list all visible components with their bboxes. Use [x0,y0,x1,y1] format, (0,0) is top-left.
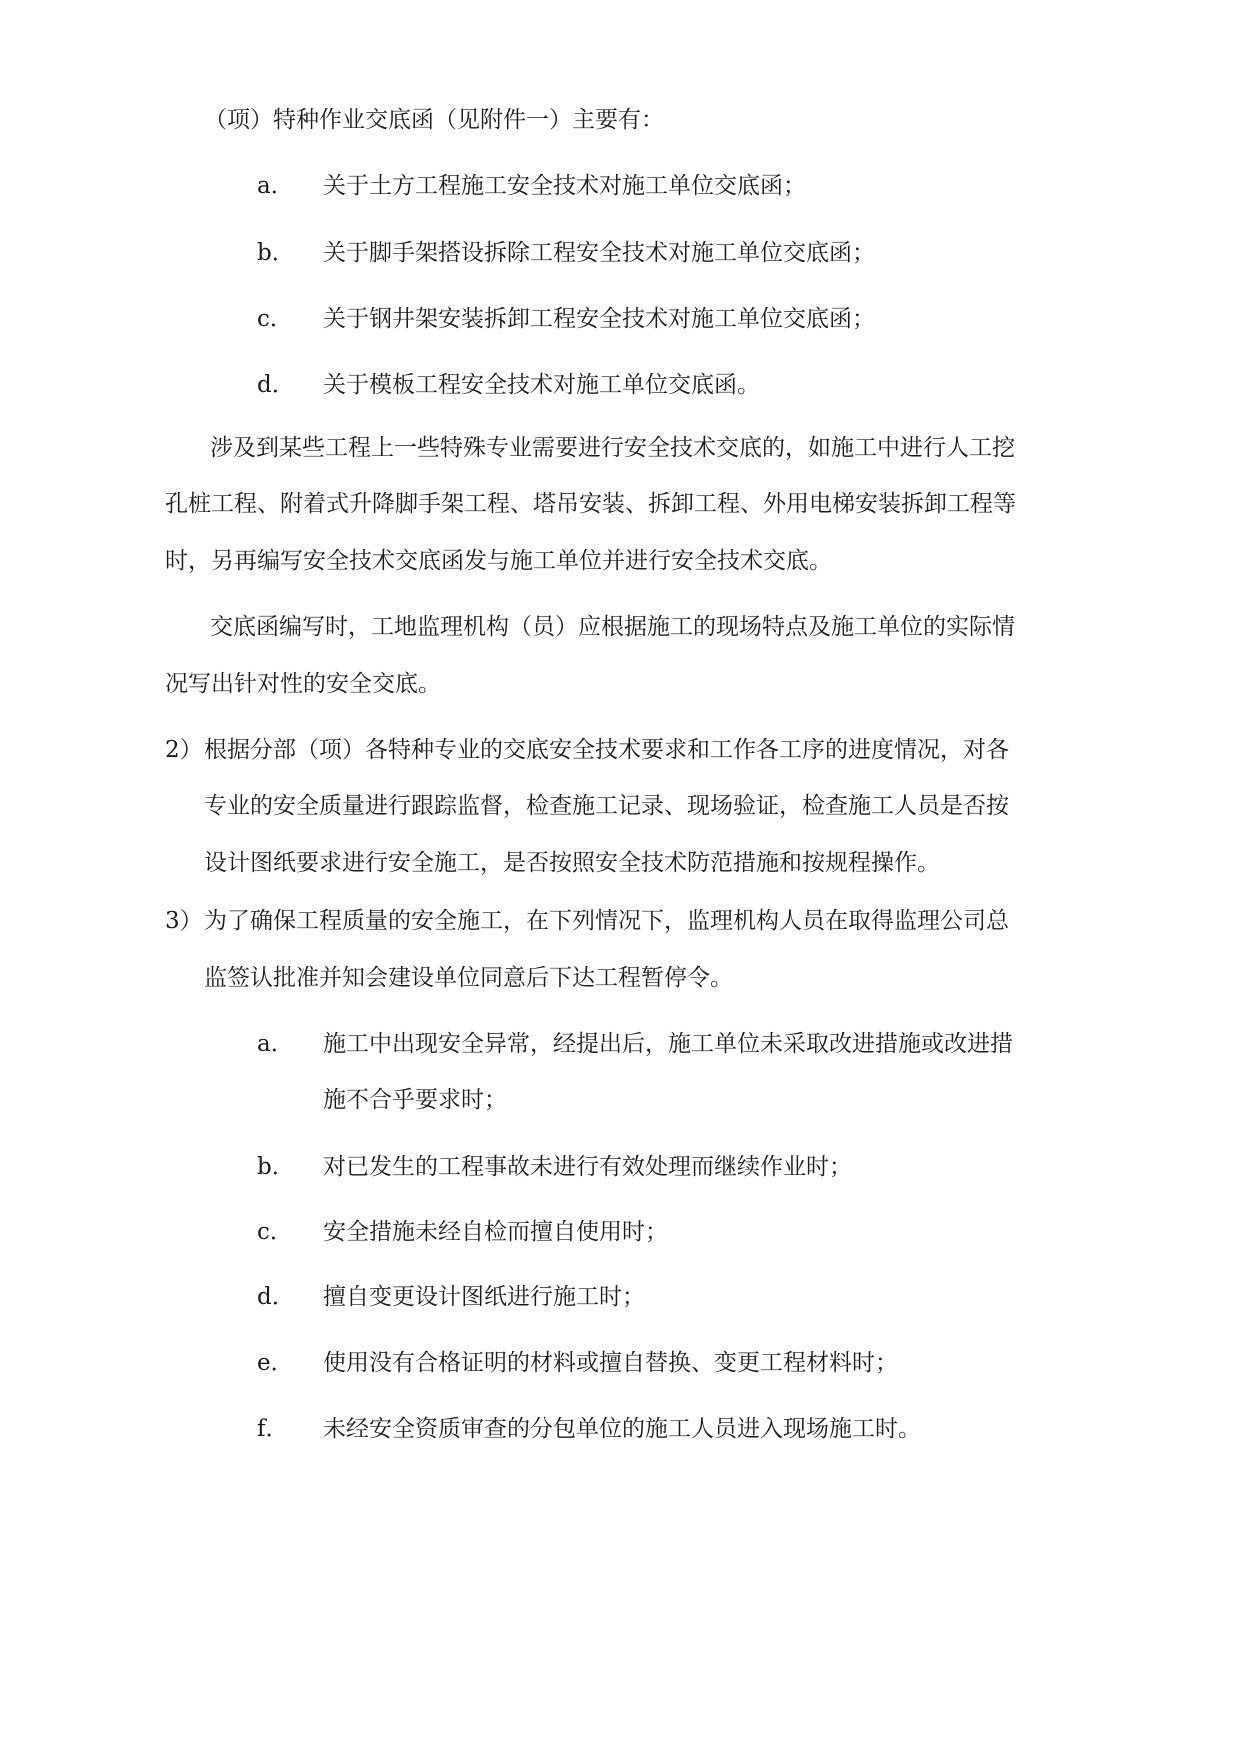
list-item: 关于土方工程施工安全技术对施工单位交底函； [323,173,806,199]
item-line: 专业的安全质量进行跟踪监督，检查施工记录、现场验证，检查施工人员是否按 [204,793,1009,819]
list-item: 施工中出现安全异常，经提出后，施工单位未采取改进措施或改进措 [323,1031,1013,1057]
list-item: 关于脚手架搭设拆除工程安全技术对施工单位交底函； [323,240,875,266]
list-marker: f． [257,1416,289,1442]
list-marker: b． [257,1154,295,1180]
list-item: 擅自变更设计图纸进行施工时； [323,1284,645,1310]
list-marker: c． [257,306,293,332]
paragraph-line: 时，另再编写安全技术交底函发与施工单位并进行安全技术交底。 [165,548,832,574]
intro-line: （项）特种作业交底函（见附件一）主要有： [204,107,664,133]
list-item: 使用没有合格证明的材料或擅自替换、变更工程材料时； [323,1350,898,1376]
paragraph-line: 涉及到某些工程上一些特殊专业需要进行安全技术交底的，如施工中进行人工挖 [210,435,1015,461]
list-marker: a． [257,173,294,199]
item-line: 根据分部（项）各特种专业的交底安全技术要求和工作各工序的进度情况，对各 [204,737,1009,763]
list-item: 关于模板工程安全技术对施工单位交底函。 [323,372,760,398]
paragraph-line: 孔桩工程、附着式升降脚手架工程、塔吊安装、拆卸工程、外用电梯安装拆卸工程等 [165,491,1016,517]
list-marker: c． [257,1219,293,1245]
list-marker: d． [257,1284,295,1310]
item-number: 3） [165,908,203,934]
list-item: 对已发生的工程事故未进行有效处理而继续作业时； [323,1154,852,1180]
list-item: 安全措施未经自检而擅自使用时； [323,1219,668,1245]
list-marker: a． [257,1031,294,1057]
list-item: 未经安全资质审查的分包单位的施工人员进入现场施工时。 [323,1416,921,1442]
list-item: 施不合乎要求时； [323,1087,507,1113]
list-item: 关于钢井架安装拆卸工程安全技术对施工单位交底函； [323,306,875,332]
paragraph-line: 况写出针对性的安全交底。 [165,671,441,697]
item-line: 为了确保工程质量的安全施工，在下列情况下，监理机构人员在取得监理公司总 [204,908,1009,934]
item-line: 监签认批准并知会建设单位同意后下达工程暂停令。 [204,965,733,991]
list-marker: b． [257,240,295,266]
list-marker: d． [257,372,295,398]
paragraph-line: 交底函编写时，工地监理机构（员）应根据施工的现场特点及施工单位的实际情 [210,614,1015,640]
item-line: 设计图纸要求进行安全施工，是否按照安全技术防范措施和按规程操作。 [204,850,940,876]
item-number: 2） [165,737,203,763]
list-marker: e． [257,1350,294,1376]
